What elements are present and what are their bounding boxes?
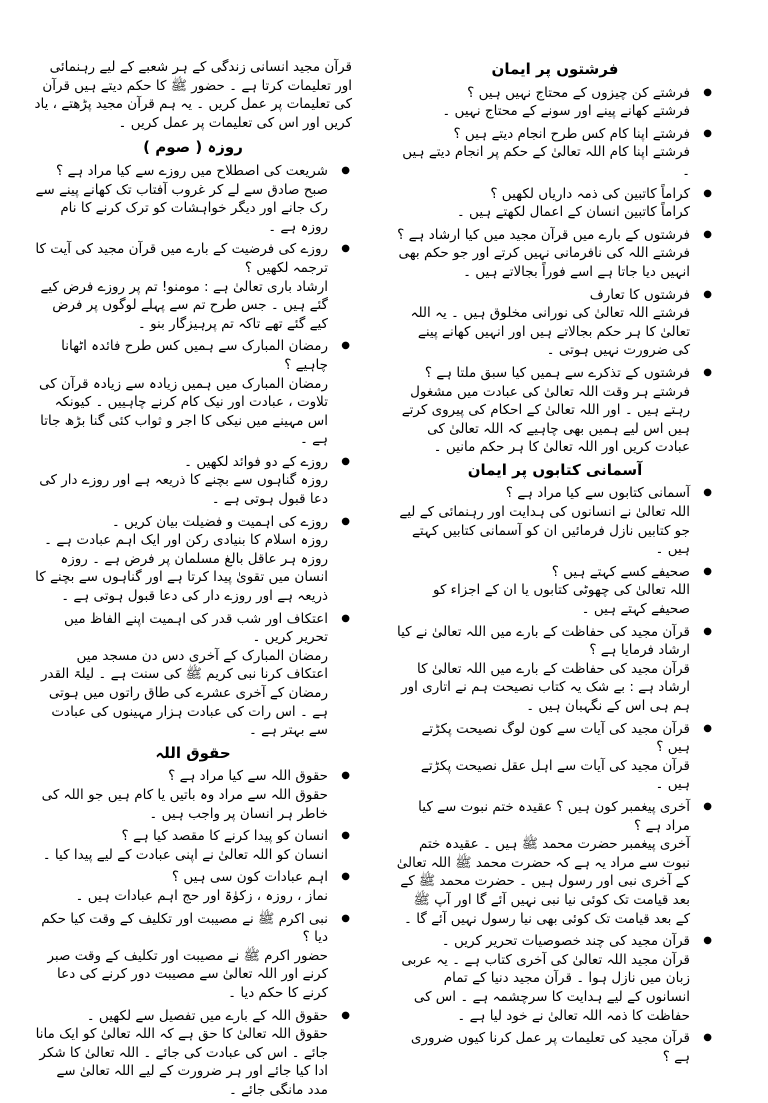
intro-paragraph: قرآن مجید انسانی زندگی کے ہر شعبے کے لیے رہنمائی اور تعلیمات کرتا ہے ۔ حضور ﷺ کا حکم دیتے ہیں قرآن کی تعلیمات پر عمل کریں ۔ یہ ہم قرآن مجید پڑھتے ، یاد کریں اور اس کی تعلیمات پر عمل کریں ۔ [34, 59, 352, 131]
list-item [34, 767, 352, 823]
answer-text: حقوق اللہ تعالیٰ کا حق ہے کہ اللہ تعالیٰ کو ایک مانا جائے ۔ اس کی عبادت کی جائے ۔ اللہ تعالیٰ کا شکر ادا کیا جائے اور ہر ضرورت کے لیے اللہ تعالیٰ سے مدد مانگی جائے ۔ [35, 1026, 328, 1098]
list-item [396, 364, 714, 457]
question-text: ● قرآن مجید کی آیات سے کون لوگ نصیحت پکڑتے ہیں ؟ [421, 720, 690, 756]
list-item [396, 484, 714, 558]
answer-text: فرشتے ہر وقت اللہ تعالیٰ کی عبادت میں مشغول رہتے ہیں ۔ اور اللہ تعالیٰ کے احکام کی پیروی کرتے ہیں اس لیے ہمیں بھی چاہیے کہ اللہ تعالیٰ کی عبادت کریں اور اللہ تعالیٰ کا ہر حکم مانیں ۔ [401, 383, 690, 456]
answer-text: صبح صادق سے لے کر غروب آفتاب تک کھانے پینے سے رک جانے اور دیگر خواہشات کو ترک کرنے کا نام روزہ ہے ۔ [35, 181, 328, 235]
answer-text: فرشتے اپنا کام اللہ تعالیٰ کے حکم پر انجام دیتے ہیں ۔ [402, 144, 690, 179]
question-text: ● آخری پیغمبر کون ہیں ؟ عقیدہ ختم نبوت سے کیا مراد ہے ؟ [418, 798, 690, 834]
question-text: ● فرشتوں کے بارے میں قرآن مجید میں کیا ارشاد ہے ؟ [397, 226, 690, 243]
list-item [396, 623, 714, 716]
answer-text: انسان کو اللہ تعالیٰ نے اپنی عبادت کے لیے پیدا کیا ۔ [42, 846, 328, 863]
answer-text: اللہ تعالیٰ نے انسانوں کی ہدایت اور رہنمائی کے لیے جو کتابیں نازل فرمائیں ان کو آسمانی کتابیں کہتے ہیں ۔ [399, 504, 690, 558]
right-column [396, 58, 714, 1070]
question-text: ● صحیفے کسے کہتے ہیں ؟ [551, 563, 690, 580]
answer-text: قرآن مجید اللہ تعالیٰ کی آخری کتاب ہے ۔ یہ عربی زبان میں نازل ہوا ۔ قرآن مجید دنیا کے تمام انسانوں کے لیے ہدایت کا سرچشمہ ہے ۔ اس کی حفاظت کا ذمہ اللہ تعالیٰ نے خود لیا ہے ۔ [401, 951, 690, 1024]
answer-text: حقوق اللہ سے مراد وہ باتیں یا کام ہیں جو اللہ کی خاطر ہر انسان پر واجب ہیں ۔ [41, 786, 328, 822]
answer-text: فرشتے اللہ تعالیٰ کی نورانی مخلوق ہیں ۔ یہ اللہ تعالیٰ کا ہر حکم بجالاتے ہیں اور انہیں کھانے پینے کی ضرورت نہیں ہوتی ۔ [410, 305, 690, 359]
list-item [34, 610, 352, 740]
list-item [396, 720, 714, 794]
question-text: ● اہم عبادات کون سی ہیں ؟ [171, 869, 328, 886]
question-text: ● فرشتوں کا تعارف [589, 286, 690, 303]
section-heading-angels: فرشتوں پر ایمان [491, 60, 619, 78]
section-heading-holy-books: آسمانی کتابوں پر ایمان [467, 460, 643, 479]
angels-question-list [396, 84, 714, 457]
answer-text: آخری پیغمبر حضرت محمد ﷺ ہیں ۔ عقیدہ ختم نبوت سے مراد یہ ہے کہ حضرت محمد ﷺ اللہ تعالیٰ کے آخری نبی اور رسول ہیں ۔ حضرت محمد ﷺ کے بعد قیامت تک کوئی نیا نبی نہیں آئے گا اور آپ ﷺ کے بعد قیامت تک کوئی بھی نیا رسول نہیں آئے گا ۔ [396, 836, 690, 927]
answer-text: روزہ اسلام کا بنیادی رکن اور ایک اہم عبادت ہے ۔ روزہ ہر عاقل بالغ مسلمان پر فرض ہے ۔ روزہ انسان میں تقویٰ پیدا کرتا ہے اور گناہوں سے بچنے کا ذریعہ ہے اور روزے دار کی دعا قبول ہوتی ہے ۔ [35, 532, 328, 605]
answer-text: رمضان المبارک میں ہمیں زیادہ سے زیادہ قرآن کی تلاوت ، عبادت اور نیک کام کرنے چاہییں ۔ کیونکہ اس مہینے میں نیکی کا اجر و ثواب کئی گنا بڑھ جاتا ہے ۔ [38, 375, 328, 448]
list-item [396, 932, 714, 1025]
question-text: ● انسان کو پیدا کرنے کا مقصد کیا ہے ؟ [121, 828, 328, 845]
answer-text: نماز ، روزہ ، زکوٰۃ اور حج اہم عبادات ہیں ۔ [75, 887, 328, 904]
fasting-question-list [34, 162, 352, 740]
question-text: ● اعتکاف اور شب قدر کی اہمیت اپنے الفاظ میں تحریر کریں ۔ [63, 610, 328, 646]
answer-text: کراماً کاتبین انسان کے اعمال لکھتے ہیں ۔ [456, 204, 690, 221]
list-item [34, 827, 352, 864]
list-item [396, 84, 714, 121]
answer-text: ارشاد باری تعالیٰ ہے : مومنو! تم پر روزے فرض کیے گئے ہیں ۔ جس طرح تم سے پہلے لوگوں پر فرض کیے گئے تھے تاکہ تم پرہیزگار بنو ۔ [40, 278, 328, 332]
answer-text: قرآن مجید کی حفاظت کے بارے میں اللہ تعالیٰ کا ارشاد ہے : بے شک یہ کتاب نصیحت ہم نے اتاری اور ہم ہی اس کے نگہبان ہیں ۔ [401, 660, 690, 714]
question-text: ● حقوق اللہ کے بارے میں تفصیل سے لکھیں ۔ [86, 1007, 328, 1024]
answer-text: رمضان المبارک کے آخری دس دن مسجد میں اعتکاف کرنا نبی کریم ﷺ کی سنت ہے ۔ لیلۃ القدر رمضان کے آخری عشرے کی طاق راتوں میں ہوتی ہے ۔ اس رات کی عبادت ہزار مہینوں کی عبادت سے بہتر ہے ۔ [40, 647, 328, 739]
left-column [34, 58, 352, 1103]
list-item [34, 162, 352, 236]
list-item [396, 563, 714, 619]
answer-text: فرشتے کھانے پینے اور سونے کے محتاج نہیں ۔ [442, 103, 690, 120]
rights-question-list [34, 767, 352, 1099]
list-item [34, 240, 352, 333]
question-text: ● قرآن مجید کی حفاظت کے بارے میں اللہ تعالیٰ نے کیا ارشاد فرمایا ہے ؟ [396, 623, 690, 659]
question-text: ● روزے کے دو فوائد لکھیں ۔ [184, 453, 328, 470]
question-text: ● قرآن مجید کی چند خصوصیات تحریر کریں ۔ [441, 933, 690, 950]
answer-text: حضور اکرم ﷺ نے مصیبت اور تکلیف کے وقت صبر کرنے اور اللہ تعالیٰ سے مصیبت دور کرنے کی دعا کرنے کا حکم دیا ۔ [47, 947, 328, 1001]
question-text: ● آسمانی کتابوں سے کیا مراد ہے ؟ [505, 485, 690, 502]
list-item [34, 513, 352, 606]
list-item [34, 868, 352, 905]
list-item [396, 1029, 714, 1066]
holy-books-question-list [396, 484, 714, 1066]
section-heading-rights-of-allah: حقوق اللہ [155, 743, 231, 762]
list-item [34, 337, 352, 449]
question-text: ● روزے کی فرضیت کے بارے میں قرآن مجید کی آیت کا ترجمہ لکھیں ؟ [35, 241, 328, 276]
question-text: ● روزے کی اہمیت و فضیلت بیان کریں ۔ [111, 513, 328, 530]
question-text: ● شریعت کی اصطلاح میں روزے سے کیا مراد ہے ؟ [56, 162, 328, 179]
answer-text: فرشتے اللہ کی نافرمانی نہیں کرتے اور جو حکم بھی انہیں دیا جاتا ہے اسے فوراً بجالاتے ہیں ۔ [398, 245, 690, 280]
list-item [34, 910, 352, 1003]
question-text: ● فرشتے اپنا کام کس طرح انجام دیتے ہیں ؟ [453, 125, 690, 142]
answer-text: روزہ گناہوں سے بچنے کا ذریعہ ہے اور روزے دار کی دعا قبول ہوتی ہے ۔ [39, 472, 328, 508]
list-item [396, 185, 714, 222]
answer-text: قرآن مجید کی آیات سے اہل عقل نصیحت پکڑتے ہیں ۔ [420, 757, 690, 793]
list-item [396, 798, 714, 928]
question-text: ● فرشتوں کے تذکرے سے ہمیں کیا سبق ملتا ہے ؟ [424, 364, 690, 381]
question-text: ● فرشتے کن چیزوں کے محتاج نہیں ہیں ؟ [467, 84, 690, 101]
question-text: ● کراماً کاتبین کی ذمہ داریاں لکھیں ؟ [490, 185, 690, 202]
question-text: ● حقوق اللہ سے کیا مراد ہے ؟ [168, 768, 328, 785]
list-item [396, 286, 714, 360]
section-heading-fasting: روزہ ( صوم ) [143, 138, 243, 157]
question-text: ● نبی اکرم ﷺ نے مصیبت اور تکلیف کے وقت کیا حکم دیا ؟ [41, 910, 328, 946]
question-text: ● رمضان المبارک سے ہمیں کس طرح فائدہ اٹھانا چاہیے ؟ [61, 338, 328, 373]
list-item [34, 1007, 352, 1100]
answer-text: اللہ تعالیٰ کی چھوٹی کتابوں یا ان کے اجزاء کو صحیفے کہتے ہیں ۔ [432, 582, 690, 618]
list-item [34, 453, 352, 509]
question-text: ● قرآن مجید کی تعلیمات پر عمل کرنا کیوں ضروری ہے ؟ [410, 1030, 690, 1065]
list-item [396, 226, 714, 282]
list-item [396, 125, 714, 181]
